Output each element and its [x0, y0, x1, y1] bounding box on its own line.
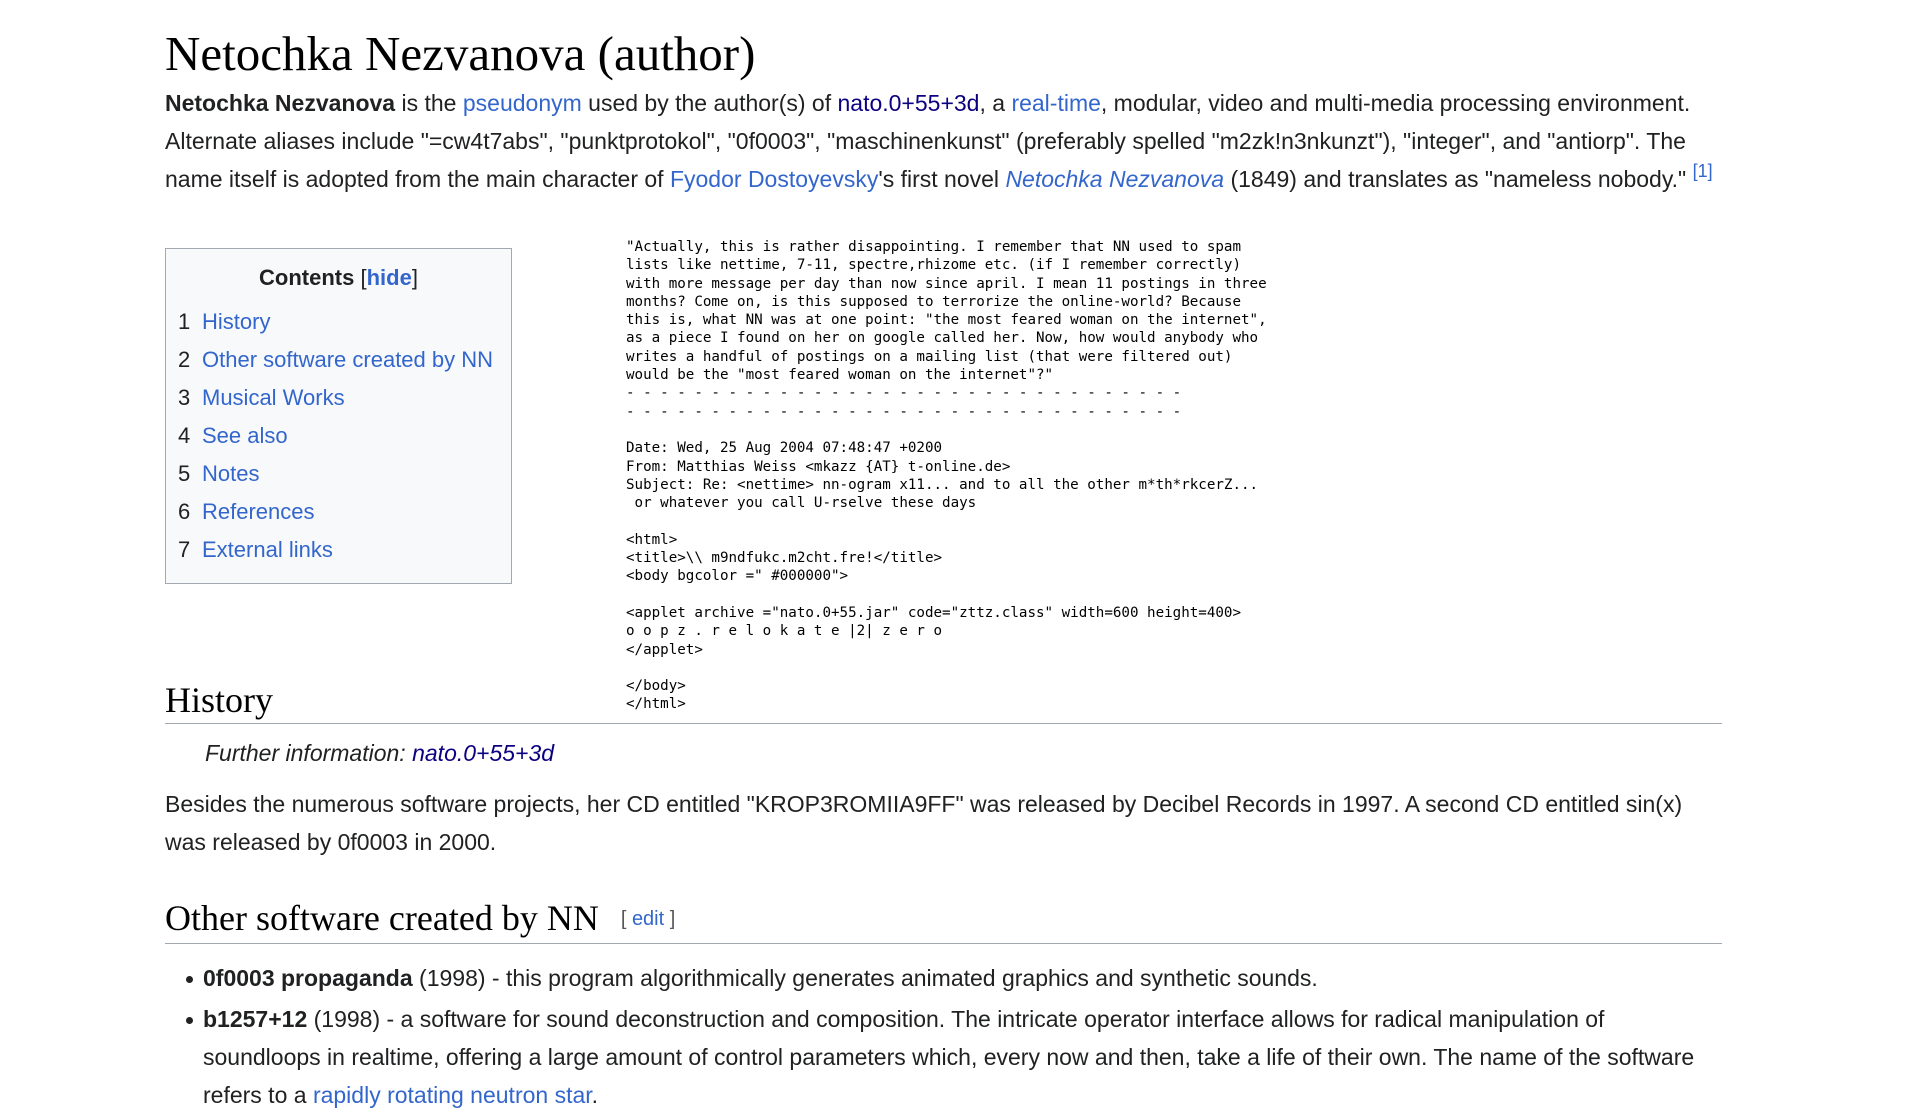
toc-item-musical-works[interactable]: [178, 383, 345, 413]
toc-heading: Contents: [259, 265, 355, 290]
quoted-email-block: "Actually, this is rather disappointing. I remember that NN used to spam lists like nettime, 7-11, spectre,rhizome etc. (if I remember correctly) with more message per day than now since april. I mean 11 postings in three months? Come on, is this supposed to terrorize the online-world? Because this is, what NN was at one point: "the most feared woman on the internet", as a piece I found on her on google called her. Now, how would anybody who writes a handful of postings on a mailing list (that were filtered out) would be the "most feared woman on the internet"?" - - - - - - - - - - - - - - - - - - - - - - - - - - - - - - - - - - - - - - - - - - - - - - - - - - - - - - - - - - - - - - - - - - Date: Wed, 25 Aug 2004 07:48:47 +0200 From: Matthias Weiss <mkazz {AT} t-online.de> Subject: Re: <nettime> nn-ogram x11... and to all the other m*th*rkcerZ... or whatever you call U-rselve these days <html> <title>\\ m9ndfukc.m2cht.fre!</title> <body bgcolor =" #000000"> <applet archive ="nato.0+55.jar" code="zttz.class" width=600 height=400> o o p z . r e l o k a t e |2| z e r o </applet> </body> </html>: [626, 239, 1267, 713]
hatnote-further-information: Further information: nato.0+55+3d: [205, 740, 555, 766]
toc-number: 6: [178, 499, 191, 524]
history-paragraph: Besides the numerous software projects, her CD entitled "KROP3ROMIIA9FF" was released by Decibel Records in 1997. A second CD entitled sin(x) was released by 0f0003 in 2000.: [165, 791, 1683, 855]
software-name: b1257+12: [203, 1006, 308, 1032]
toc-item-history[interactable]: [178, 307, 270, 337]
bullet-icon: [186, 1017, 193, 1024]
toc-link[interactable]: See also: [202, 423, 288, 448]
section-heading-history: [165, 672, 1722, 724]
toc-link[interactable]: External links: [202, 537, 333, 562]
link-real-time[interactable]: real-time: [1011, 90, 1101, 116]
link-rapidly-rotating-neutron-star[interactable]: rapidly rotating neutron star: [312, 1082, 592, 1108]
toc-item-notes[interactable]: [178, 459, 259, 489]
toc-item-references[interactable]: [178, 497, 315, 527]
link-fyodor-dostoyevsky[interactable]: Fyodor Dostoyevsky: [669, 166, 879, 192]
link-nato[interactable]: nato.0+55+3d: [837, 90, 980, 116]
toc-link[interactable]: References: [202, 499, 315, 524]
toc-number: 7: [178, 537, 191, 562]
toc-number: 2: [178, 347, 191, 372]
software-name: 0f0003 propaganda: [203, 965, 413, 991]
hatnote-link-nato[interactable]: nato.0+55+3d: [412, 740, 555, 766]
bullet-icon: [186, 976, 193, 983]
reference-link-1[interactable]: [1]: [1692, 161, 1713, 181]
toc-link[interactable]: Other software created by NN: [202, 347, 494, 372]
toc-hide-toggle[interactable]: hide: [366, 265, 412, 290]
toc-item-other-software[interactable]: [178, 345, 493, 375]
toc-item-see-also[interactable]: [178, 421, 288, 451]
list-item: 0f0003 propaganda (1998) - this program algorithmically generates animated graphics and synthetic sounds.: [165, 959, 1725, 997]
toc-number: 5: [178, 461, 191, 486]
toc-link[interactable]: Musical Works: [202, 385, 345, 410]
toc-title: Contents [hide]: [259, 265, 418, 290]
history-heading-text: History: [165, 680, 273, 720]
intro-paragraph: Netochka Nezvanova is the pseudonym used by the author(s) of nato.0+55+3d, a real-time, modular, video and multi-media processing environment. Alternate aliases include "=cw4t7abs", "punktprotokol", "0f0003", "maschinenkunst" (preferably spelled "m2zk!n3nkunzt"), "integer", and "antiorp". The name itself is adopted from the main character of Fyodor Dostoyevsky's first novel Netochka Nezvanova (1849) and translates as "nameless nobody." [1]: [165, 90, 1713, 192]
toc-number: 1: [178, 309, 191, 334]
other-software-heading-text: Other software created by NN: [165, 898, 599, 938]
page-title: Netochka Nezvanova (author): [165, 26, 756, 81]
link-pseudonym[interactable]: pseudonym: [462, 90, 582, 116]
section-edit-link: [ edit ]: [620, 908, 676, 930]
software-list: [165, 959, 1725, 1117]
toc-number: 4: [178, 423, 191, 448]
table-of-contents: [165, 248, 512, 584]
toc-item-external-links[interactable]: [178, 535, 333, 565]
list-item: b1257+12 (1998) - a software for sound deconstruction and composition. The intricate operator interface allows for radical manipulation of soundloops in realtime, offering a large amount of control parameters which, every now and then, take a life of their own. The name of the software refers to a rapidly rotating neutron star.: [165, 1000, 1725, 1114]
intro-subject: Netochka Nezvanova: [165, 90, 396, 116]
section-heading-other-software: [165, 890, 1722, 944]
link-novel-netochka-nezvanova[interactable]: Netochka Nezvanova: [1005, 166, 1225, 192]
toc-link[interactable]: Notes: [202, 461, 260, 486]
toc-link[interactable]: History: [202, 309, 271, 334]
toc-number: 3: [178, 385, 191, 410]
edit-section-button[interactable]: edit: [631, 908, 665, 930]
